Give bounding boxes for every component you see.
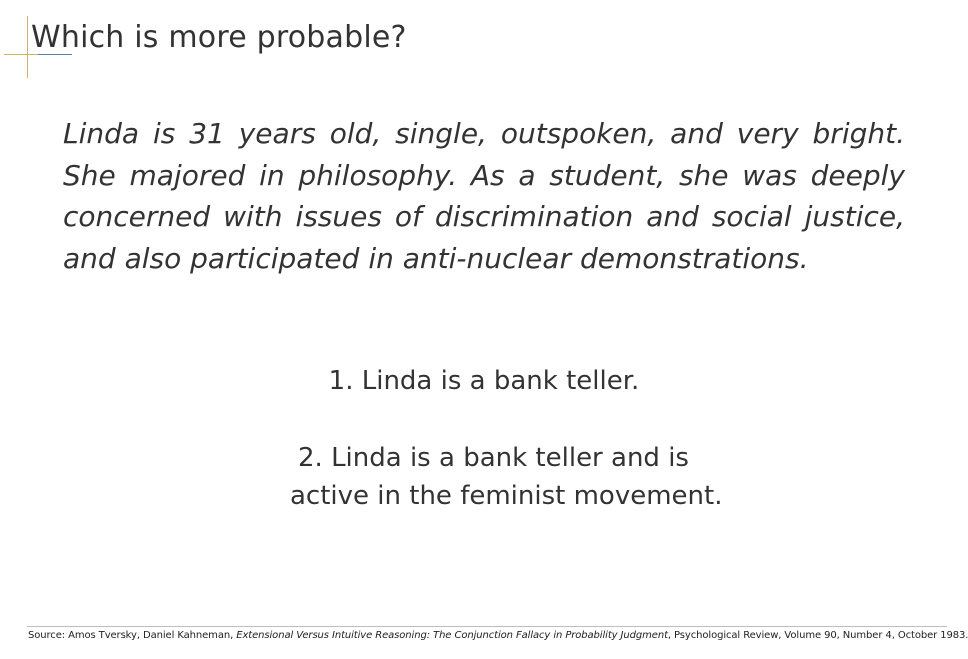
source-suffix: , Psychological Review, Volume 90, Number 4, October 1983. xyxy=(667,630,968,641)
source-citation xyxy=(28,630,968,641)
option-2-line-2: active in the feminist movement. xyxy=(290,481,723,511)
corner-accent-vertical xyxy=(27,16,28,78)
option-1: 1. Linda is a bank teller. xyxy=(328,366,640,396)
option-2-line-1: 2. Linda is a bank teller and is xyxy=(298,443,689,473)
source-prefix: Source: Amos Tversky, Daniel Kahneman, xyxy=(28,630,237,641)
source-title: Extensional Versus Intuitive Reasoning: The Conjunction Fallacy in Probability Judgment xyxy=(236,630,668,641)
scenario-text: Linda is 31 years old, single, outspoken, and very bright. She majored in philosophy. As a student, she was deeply concerned with issues of discrimination and social justice, and also participated in anti-nuclear demonstrations. xyxy=(63,117,905,275)
slide-title: Which is more probable? xyxy=(31,20,407,55)
footer-divider xyxy=(27,626,947,627)
